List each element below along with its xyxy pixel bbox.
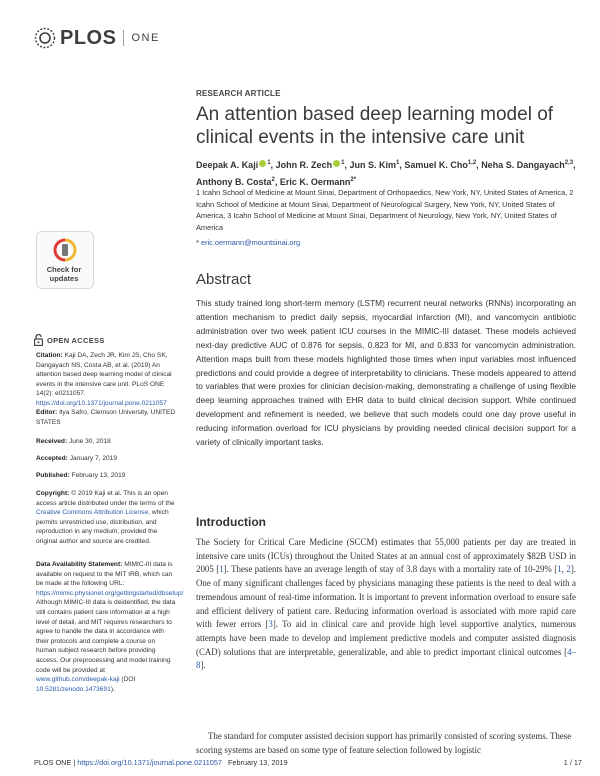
editor-text: Ilya Safro, Clemson University, UNITED STATES <box>36 409 176 426</box>
open-access-badge <box>34 334 105 346</box>
author-name[interactable]: Jun S. Kim <box>349 160 396 170</box>
data-availability-text: ). <box>110 685 115 693</box>
affiliations: 1 Icahn School of Medicine at Mount Sinai, Department of Orthopaedics, New York, NY, United States of America, 2 Icahn School of Medicine at Mount Sinai, Department of Neurological Surgery, New York, NY, United States of America, 3 Icahn School of Medicine at Mount Sinai, Department of Neurology, New York, NY, United States of America <box>196 188 574 232</box>
check-updates-icon <box>53 238 77 262</box>
author-name[interactable]: Neha S. Dangayach <box>481 160 565 170</box>
article-title: An attention based deep learning model of clinical events in the intensive care unit <box>196 104 554 148</box>
citation-text: Kaji DA, Zech JR, Kim JS, Cho SK, Dangayach NS, Costa AB, et al. (2019) An attention based deep learning model of clinical events in the intensive care unit. PLoS ONE 14(2): e0211057. <box>36 352 172 398</box>
logo-one-text: ONE <box>131 32 160 44</box>
license-link[interactable]: Creative Commons Attribution License <box>36 509 149 517</box>
intro-text: ]. These patients have an average length of stay of 3.8 days with a mortality rate of 10-29% [ <box>223 564 558 575</box>
accepted-date: January 7, 2019 <box>69 455 118 462</box>
data-availability-text: MIMIC-III data is available on request to the MIT IRB, which can be made at the following URL: <box>36 561 173 588</box>
footer-journal: PLOS ONE | <box>34 758 76 767</box>
intro-text: ]. One of many significant challenges faced by physicians managing these patients is the need to deal with a tremendous amount of real-time information. It is important to prevent information overload to ensure safe and efficient delivery of patient care. Reducing information overload is associated with more rapid care with fewer errors [ <box>196 564 577 630</box>
footer-doi-link[interactable]: https://doi.org/10.1371/journal.pone.0211057 <box>77 758 222 767</box>
abstract-text: This study trained long short-term memory (LSTM) recurrent neural networks (RNNs) incorporating an attention mechanism to predict daily sepsis, myocardial infarction (MI), and vancomycin antibiotic administration over two week patient ICU courses in the MIMIC-III dataset. These models achieved next-day predictive AUC of 0.876 for sepsis, 0.823 for MI, and 0.833 for vancomycin administration. Attention maps built from these models highlighted those times when input variables most influenced predictions and could provide a degree of interpretability to clinicians. These models appeared to attend to variables that were proxies for clinician decision-making, demonstrating a challenge of using flexible deep learning approaches trained with EHR data to build clinical decision support. While continued development and refinement is needed, we believe that such models could one day prove useful in reducing information overload for ICU physicians by providing needed clinical decision support for a variety of clinically important tasks. <box>196 298 576 448</box>
plos-logo-icon <box>34 27 56 49</box>
published-label: Published: <box>36 472 70 479</box>
accepted-label: Accepted: <box>36 455 68 462</box>
plos-one-logo <box>34 24 160 52</box>
reference-link[interactable]: 2 <box>566 564 571 575</box>
copyright-text: , which permits unrestricted use, distribution, and reproduction in any medium, provided the original author and source are credited. <box>36 509 169 545</box>
citation-block <box>36 351 176 409</box>
author-affil: 2* <box>350 177 357 183</box>
corresponding-star: * <box>196 238 199 247</box>
check-for-updates-label: Check for updates <box>46 265 82 283</box>
received-date: June 30, 2018 <box>69 438 111 445</box>
reference-link[interactable]: 4–8 <box>196 646 576 671</box>
corresponding-email-link[interactable]: eric.oermann@mountsinai.org <box>200 238 301 247</box>
open-access-label: OPEN ACCESS <box>47 335 105 345</box>
author-name[interactable]: Samuel K. Cho <box>404 160 468 170</box>
author-affil: 2 <box>271 177 275 183</box>
footer-page-number: 1 / 17 <box>563 758 582 767</box>
author-affil: 1,2 <box>467 160 477 166</box>
copyright-block <box>36 489 176 547</box>
github-link[interactable]: www.github.com/deepak-kaji <box>36 676 120 684</box>
reference-link[interactable]: 1 <box>219 564 224 575</box>
editor-block <box>36 408 176 427</box>
author-name[interactable]: Eric K. Oermann <box>279 177 351 187</box>
author-affil: 2,3 <box>564 160 574 166</box>
abstract-heading: Abstract <box>196 271 252 288</box>
published-block <box>36 471 176 481</box>
received-block <box>36 437 176 447</box>
author-list: Deepak A. Kaji $^1$, John R. Zech $^1$, Jun S. Kim$^1$, Samuel K. Cho$^{1,2}$, Neha S. Dangayach$^{2,3}$, Anthony B. Costa$^2$, Eric K. Oermann$^{2*}$ <box>196 160 576 187</box>
author-affil: 1 <box>341 160 345 166</box>
published-date: February 13, 2019 <box>71 472 126 479</box>
data-availability-block <box>36 560 184 694</box>
author-name[interactable]: Deepak A. Kaji <box>196 160 259 170</box>
article-type: RESEARCH ARTICLE <box>196 89 281 98</box>
reference-link[interactable]: 1 <box>557 564 562 575</box>
copyright-label: Copyright: <box>36 490 70 497</box>
introduction-heading: Introduction <box>196 515 266 529</box>
accepted-block <box>36 454 176 464</box>
footer-date: February 13, 2019 <box>228 758 288 767</box>
mimic-link[interactable]: https://mimic.physionet.org/gettingstarted/dbsetup/ <box>36 589 184 597</box>
author-name[interactable]: Anthony B. Costa <box>196 177 272 187</box>
author-affil: 1 <box>395 160 400 166</box>
open-lock-icon <box>34 334 43 346</box>
editor-label: Editor: <box>36 409 58 416</box>
author-affil: 1 <box>267 160 271 166</box>
reference-link[interactable]: 3 <box>268 619 273 630</box>
logo-plos-text: PLOS <box>60 26 117 49</box>
author-name[interactable]: John R. Zech <box>275 160 333 170</box>
orcid-icon[interactable] <box>333 160 340 167</box>
logo-divider <box>123 30 124 46</box>
introduction-paragraph-2: The standard for computer assisted decision support has primarily consisted of scoring systems. These scoring systems are based on some type of feature selection followed by logistic <box>196 731 572 755</box>
zenodo-doi-link[interactable]: 10.5281/zenodo.1473691 <box>36 685 111 693</box>
data-availability-text: (DOI <box>119 676 136 684</box>
copyright-text: © 2019 Kaji et al. This is an open access article distributed under the terms of the <box>36 490 175 507</box>
page-footer <box>34 758 582 767</box>
citation-label: Citation: <box>36 352 63 359</box>
intro-text: The Society for Critical Care Medicine (SCCM) estimates that 55,000 patients per day are treated in intensive care units (ICUs) throughout the United States at an annual cost of approximately $82B USD in 2005 [ <box>196 537 576 575</box>
received-label: Received: <box>36 438 68 445</box>
corresponding-author <box>196 238 300 247</box>
orcid-icon[interactable] <box>259 160 266 167</box>
introduction-paragraph: The Society for Critical Care Medicine (SCCM) estimates that 55,000 patients per day are treated in intensive care units (ICUs) throughout the United States at an annual cost of approximately $82B USD in 2005 [1]. These patients have an average length of stay of 3.8 days with a mortality rate of 10-29% [1, 2]. One of many significant challenges faced by physicians managing these patients is the need to deal with a tremendous amount of real-time information. It is important to prevent information overload to ensure safe and efficient delivery of patient care. Reducing information overload is associated with more rapid care with fewer errors [3]. To aid in clinical care and provide high level supportive analytics, numerous attempts have been made to develop and implement predictive models and computer assisted diagnosis (CAD) solutions that are interpretable, generalizable, and able to predict important clinical outcomes [4–8]. <box>196 537 577 671</box>
citation-doi-link[interactable]: https://doi.org/10.1371/journal.pone.0211057 <box>36 399 167 407</box>
intro-text: ]. To aid in clinical care and provide high level supportive analytics, numerous attempts have been made to develop and implement predictive models and computer assisted diagnosis (CAD) solutions that are interpretable, generalizable, and able to predict important clinical outcomes [ <box>196 619 576 657</box>
data-availability-label: Data Availability Statement: <box>36 561 123 568</box>
intro-text: ]. <box>200 660 206 671</box>
data-availability-text: Although MIMIC-III data is deidentified, the data still contains patient care information at a high level of detail, and MIT requires researchers to agree to handle the data in accordance with their protocols and complete a course on human subject research before providing access. Our preprocessing and model training code will be provided at <box>36 599 176 674</box>
